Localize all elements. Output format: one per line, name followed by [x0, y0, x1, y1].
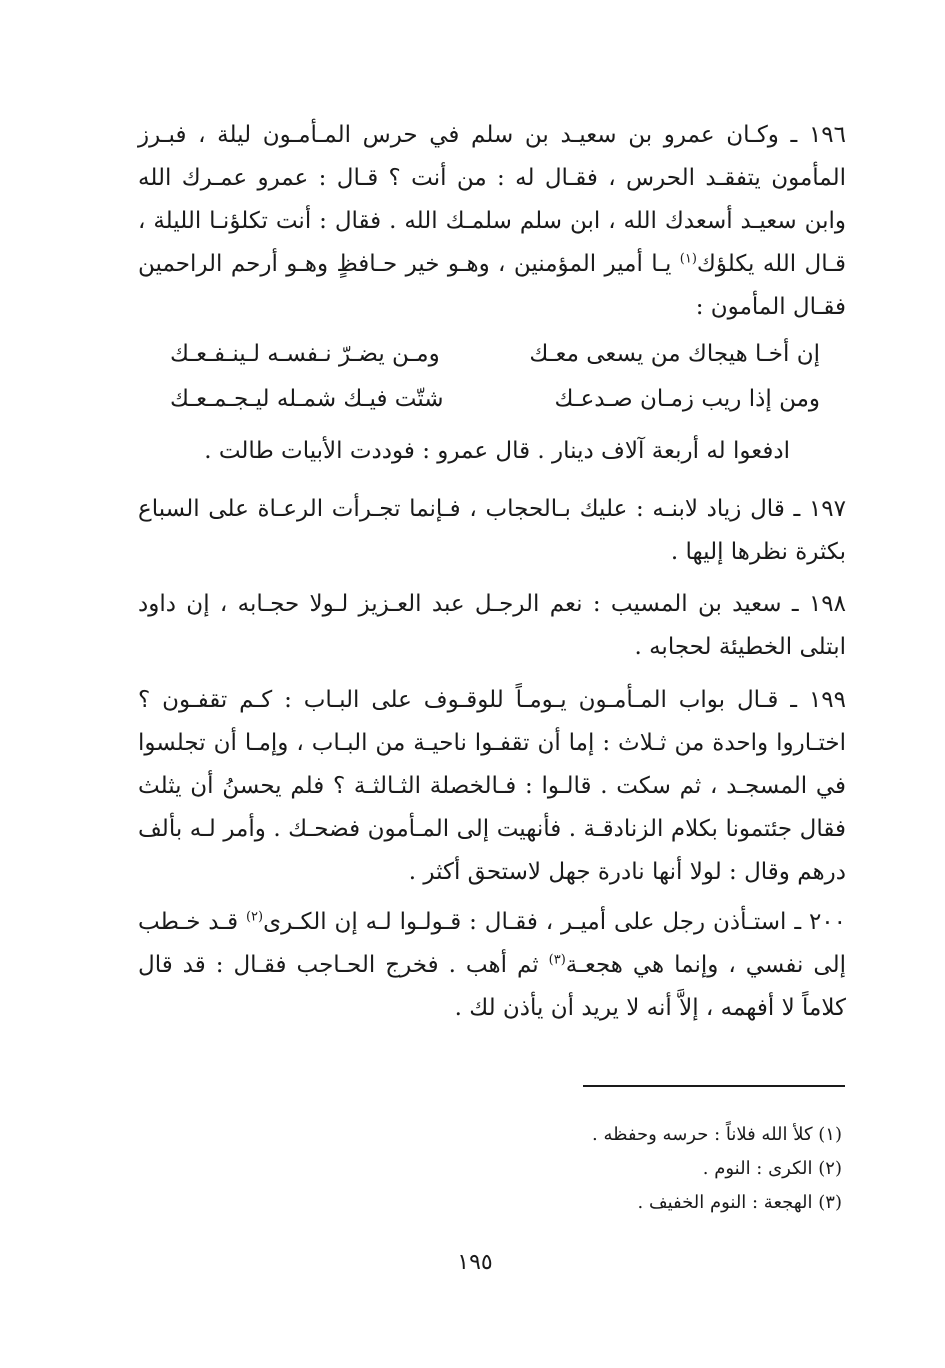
footnote-ref-3[interactable]: (٣)	[548, 952, 566, 968]
footnote-1: (١) كلأ الله فلاناً : حرسه وحفظه .	[592, 1124, 842, 1145]
footnote-separator	[583, 1085, 845, 1087]
paragraph-197-text: ١٩٧ ـ قال زياد لابنـه : عليك بـالحجاب ، فـإنما تجـرأت الرعـاة على السباع بكثرة نظرها إليها .	[138, 496, 846, 565]
paragraph-198-text: ١٩٨ ـ سعيد بن المسيب : نعم الرجـل عبد العـزيز لـولا حجـابه ، إن داود ابتلى الخطيئة لحجابه .	[138, 591, 846, 660]
paragraph-200-part-1: ٢٠٠ ـ استـأذن رجل على أميـر ، فقـال : قـولـوا لـه إن الكـرى	[263, 909, 846, 935]
footnote-ref-2[interactable]: (٢)	[245, 909, 264, 925]
paragraph-197	[138, 488, 846, 574]
paragraph-200-part-2: قـد خـطب إلى نفسي ، وإنما هي هجعـة	[138, 909, 846, 978]
footnote-3: (٣) الهجعة : النوم الخفيف .	[637, 1192, 842, 1213]
paragraph-196-closing-text: ادفعوا له أربعة آلاف دينار . قال عمرو : فوددت الأبيات طالت .	[204, 438, 790, 464]
paragraph-196	[138, 114, 846, 329]
verse-2-first-hemistich: ومن إذا ريب زمـان صـدعـك	[554, 386, 820, 412]
verse-1-first-hemistich: إن أخـا هيجاك من يسعى معـك	[529, 341, 820, 367]
verse-2-second-hemistich: شتّت فيـك شمـله ليـجـمـعـك	[170, 386, 444, 412]
paragraph-200-text	[138, 901, 846, 1030]
paragraph-199	[138, 679, 846, 894]
verse-1-second-hemistich: ومـن يضـرّ نـفسـه لـينـفـعـك	[170, 341, 440, 367]
paragraph-196-part-1: ١٩٦ ـ وكـان عمرو بن سعيـد بن سلم في حرس المـأمـون ليلة ، فبـرز المأمون يتفقـد الحرس ، فقـال له : من أنت ؟ قـال : عمرو عمـرك الله وابن سعيـد أسعدك الله ، ابن سلم سلمـك الله . فقال : أنت تكلؤنـا الليلة ، قـال الله يكلؤك	[138, 122, 846, 277]
footnote-2: (٢) الكرى : النوم .	[702, 1158, 842, 1179]
paragraph-200	[138, 901, 846, 1030]
page-number: ١٩٥	[457, 1250, 493, 1275]
paragraph-196-text	[138, 114, 846, 329]
paragraph-196-closing	[200, 430, 790, 473]
paragraph-196-part-2: يـا أمير المؤمنين ، وهـو خير حـافظٍ وهـو أرحم الراحمين فقـال المأمون :	[138, 251, 846, 320]
verse-line-2	[170, 377, 820, 421]
footnote-ref-1[interactable]: (١)	[679, 251, 697, 267]
paragraph-200-part-3: ثم أهب . فخرج الحـاجب فقـال : قد قال كلاماً لا أفهمه ، إلاَّ أنه لا يريد أن يأذن لك .	[138, 952, 846, 1021]
paragraph-198	[138, 583, 846, 669]
paragraph-199-text: ١٩٩ ـ قـال بواب المـأمـون يـومـاً للوقـوف على البـاب : كـم تقفـون ؟ اختـاروا واحدة من ثـلاث : إما أن تقفـوا ناحيـة من البـاب ، وإمـا أن تجلسوا في المسجـد ، ثم سكت . قالـوا : فـالخصلة الثـالثـة ؟ فلم يحسنُ أن يثلث فقال جئتمونا بكلام الزنادقـة . فأنهيت إلى المـأمون فضحـك . وأمر لـه بألف درهم وقال : لولا أنها نادرة جهل لاستحق أكثر .	[138, 687, 847, 885]
verse-line-1	[170, 332, 820, 376]
